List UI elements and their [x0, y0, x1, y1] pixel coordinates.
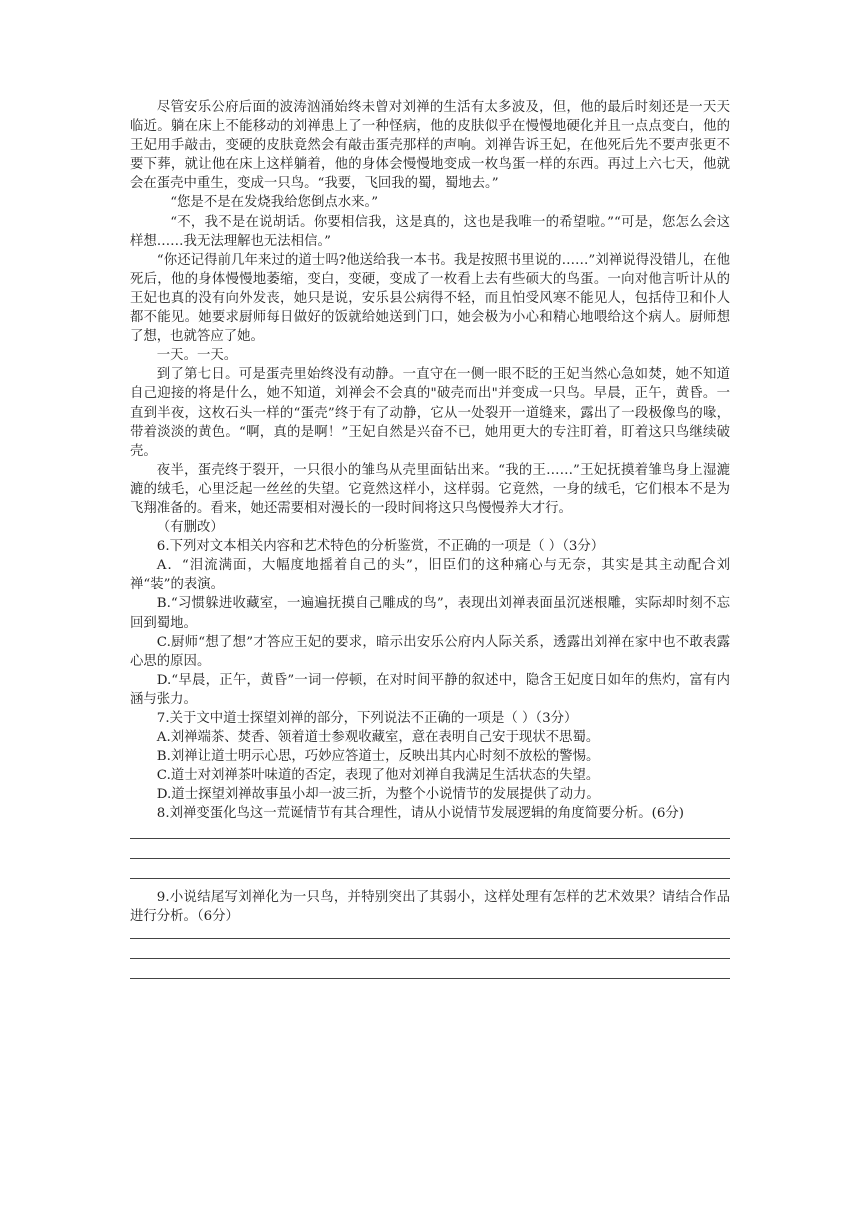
- question-7-stem: 7.关于文中道士探望刘禅的部分，下列说法不正确的一项是（ ）（3分）: [156, 711, 578, 726]
- question-6-option-c: C.厨师“想了想”才答应王妃的要求，暗示出安乐公府内人际关系，透露出刘禅在家中也不敢表露心思的原因。: [130, 634, 730, 669]
- question-9-stem: 9.小说结尾写刘禅化为一只鸟，并特别突出了其弱小，这样处理有怎样的艺术效果？请结合作品进行分析。（6分）: [130, 889, 730, 924]
- question-6: [130, 537, 730, 709]
- question-6-stem: 6.下列对文本相关内容和艺术特色的分析鉴赏，不正确的一项是（ ）（3分）: [156, 539, 605, 555]
- exam-page: [130, 98, 730, 979]
- question-7-option-b: B.刘禅让道士明示心思，巧妙应答道士，反映出其内心时刻不放松的警惕。: [156, 749, 600, 765]
- source-note: （有删改）: [156, 520, 224, 536]
- question-8-stem: 8.刘禅变蛋化鸟这一荒诞情节有其合理性，请从小说情节发展逻辑的角度简要分析。(6分): [156, 806, 684, 822]
- passage-paragraph: 一天。一天。: [156, 348, 238, 364]
- passage-paragraph: “不，我不是在说胡话。你要相信我，这是真的，这也是我唯一的希望啦。”“可是，您怎么会这样想……我无法理解也无法相信。”: [130, 214, 730, 249]
- passage-paragraph: “您是不是在发烧我给您倒点水来。”: [170, 195, 379, 211]
- question-6-option-d: D.“早晨，正午，黄昏”一词一停顿，在对时间平静的叙述中，隐含王妃度日如年的焦灼，富有内涵与张力。: [130, 672, 730, 707]
- passage-paragraph: 夜半，蛋壳终于裂开，一只很小的雏鸟从壳里面钻出来。“我的王……”王妃抚摸着雏鸟身上湿漉漉的绒毛，心里泛起一丝丝的失望。它竟然这样小，这样弱。它竟然，一身的绒毛，它们根本不是为飞翔准备的。看来，她还需要相对漫长的一段时间将这只鸟慢慢养大才行。: [130, 462, 730, 516]
- question-7-option-d: D.道士探望刘禅故事虽小却一波三折，为整个小说情节的发展提供了动力。: [156, 787, 600, 803]
- question-7: [130, 709, 730, 804]
- question-7-option-a: A.刘禅端茶、焚香、领着道士参观收藏室，意在表明自己安于现状不思蜀。: [156, 730, 600, 746]
- answer-line[interactable]: [130, 978, 730, 979]
- question-6-option-a: A．“泪流满面，大幅度地摇着自己的头”，旧臣们的这种痛心与无奈，其实是其主动配合刘禅“装”的表演。: [130, 558, 730, 593]
- question-9: [130, 888, 730, 979]
- passage-paragraph: 到了第七日。可是蛋壳里始终没有动静。一直守在一侧一眼不眨的王妃当然心急如焚，她不知道自己迎接的将是什么，她不知道，刘禅会不会真的"破壳而出"并变成一只鸟。早晨，正午，黄昏。一直到半夜，这枚石头一样的“蛋壳”终于有了动静，它从一处裂开一道缝来，露出了一段极像鸟的喙，带着淡淡的黄色。“啊，真的是啊！”王妃自然是兴奋不已，她用更大的专注盯着，盯着这只鸟继续破壳。: [130, 367, 730, 459]
- question-8: [130, 804, 730, 878]
- question-6-option-b: B.“习惯躲进收藏室，一遍遍抚摸自己雕成的鸟”，表现出刘禅表面虽沉迷根雕，实际却时刻不忘回到蜀地。: [130, 596, 730, 631]
- question-7-option-c: C.道士对刘禅茶叶味道的否定，表现了他对刘禅自我满足生活状态的失望。: [156, 768, 600, 784]
- passage-paragraph: “你还记得前几年来过的道士吗?他送给我一本书。我是按照书里说的……”刘禅说得没错儿，在他死后，他的身体慢慢地萎缩，变白，变硬，变成了一枚看上去有些硕大的鸟蛋。一向对他言听计从的王妃也真的没有向外发丧，她只是说，安乐县公病得不轻，而且怕受风寒不能见人，包括侍卫和仆人都不能见。她要求厨师每日做好的饭就给她送到门口，她会极为小心和精心地喂给这个病人。厨师想了想，也就答应了她。: [130, 252, 730, 345]
- passage-paragraph: 尽管安乐公府后面的波涛汹涌始终未曾对刘禅的生活有太多波及，但，他的最后时刻还是一天天临近。躺在床上不能移动的刘禅患上了一种怪病，他的皮肤似乎在慢慢地硬化并且一点点变白，他的王妃用手敲击，变硬的皮肤竟然会有敲击蛋壳那样的声响。刘禅告诉王妃，在他死后先不要声张更不要下葬，就让他在床上这样躺着，他的身体会慢慢地变成一枚鸟蛋一样的东西。再过上六七天，他就会在蛋壳中重生，变成一只鸟。“我要，飞回我的蜀，蜀地去。”: [130, 100, 730, 192]
